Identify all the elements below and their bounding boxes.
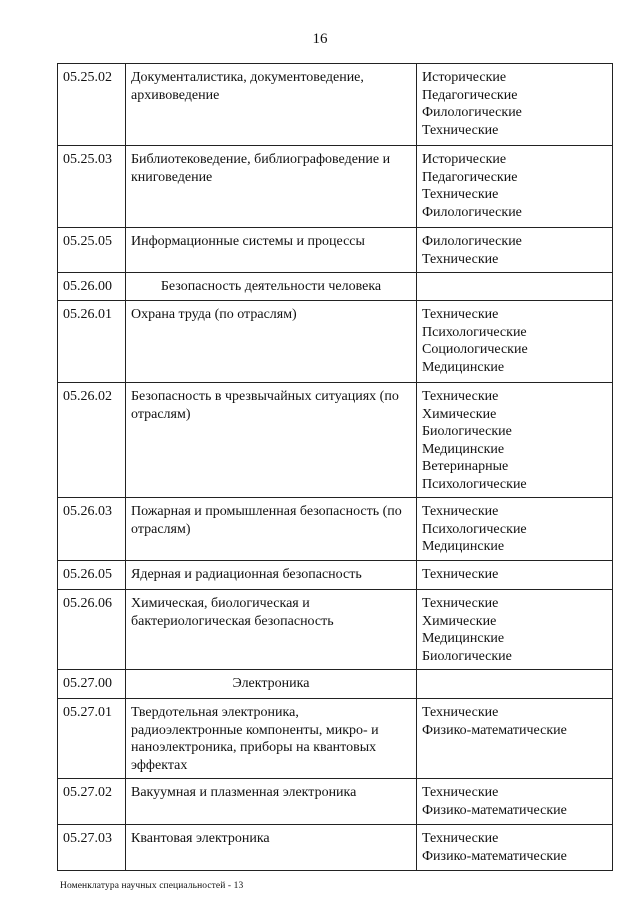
page-number: 16 (312, 31, 328, 47)
science-fields (417, 561, 613, 590)
science-field: Педагогические (422, 169, 518, 185)
science-field: Химические (422, 406, 497, 422)
science-field: Филологические (422, 234, 522, 249)
science-field: Социологические (422, 342, 528, 357)
science-field: Медицинские (422, 631, 505, 646)
science-fields (417, 699, 613, 779)
science-field: Психологические (422, 324, 527, 340)
science-field: Биологические (422, 648, 512, 664)
science-fields (417, 64, 613, 146)
specialty-name: Библиотековедение, библиографоведение и книговедение (126, 146, 417, 228)
science-field: Медицинские (422, 441, 505, 457)
science-field: Технические (422, 831, 499, 846)
science-field: Технические (422, 567, 499, 582)
science-field: Физико-математические (422, 722, 567, 738)
specialty-name: Ядерная и радиационная безопасность (126, 561, 417, 590)
science-field: Филологические (422, 105, 522, 120)
science-field: Психологические (422, 476, 527, 492)
science-field: Медицинские (422, 539, 505, 554)
science-field: Исторические (422, 152, 507, 167)
footer-text: Номенклатура научных специальностей - 13 (60, 881, 244, 891)
science-field: Технические (422, 122, 499, 138)
science-fields (417, 825, 613, 871)
specialty-code: 05.26.02 (58, 383, 126, 498)
table-row (58, 699, 613, 779)
science-fields (417, 273, 613, 301)
specialty-code: 05.26.06 (58, 590, 126, 670)
science-field: Технические (422, 705, 499, 720)
science-field: Физико-математические (422, 802, 567, 818)
science-field: Технические (422, 307, 499, 322)
science-field: Физико-математические (422, 848, 567, 864)
table-row (58, 590, 613, 670)
specialty-name: Квантовая электроника (126, 825, 417, 871)
specialty-code: 05.26.05 (58, 561, 126, 590)
specialty-name: Вакуумная и плазменная электроника (126, 779, 417, 825)
science-fields (417, 146, 613, 228)
specialties-table (57, 63, 613, 871)
specialties-table-body (58, 64, 613, 871)
science-fields (417, 301, 613, 383)
table-row (58, 561, 613, 590)
specialty-code: 05.25.03 (58, 146, 126, 228)
science-fields (417, 590, 613, 670)
science-field: Технические (422, 504, 499, 519)
specialty-name: Охрана труда (по отраслям) (126, 301, 417, 383)
specialty-code: 05.26.00 (58, 273, 126, 301)
science-field: Технические (422, 187, 499, 202)
science-fields (417, 498, 613, 561)
science-field: Психологические (422, 521, 527, 537)
specialty-name: Химическая, биологическая и бактериологическая безопасность (126, 590, 417, 670)
table-row (58, 383, 613, 498)
science-field: Технические (422, 596, 499, 611)
specialty-name: Документалистика, документоведение, архивоведение (126, 64, 417, 146)
section-row (58, 670, 613, 699)
table-row (58, 64, 613, 146)
science-fields (417, 670, 613, 699)
section-row (58, 273, 613, 301)
specialty-code: 05.26.03 (58, 498, 126, 561)
specialty-name: Информационные системы и процессы (126, 228, 417, 273)
table-row (58, 825, 613, 871)
specialty-name: Безопасность в чрезвычайных ситуациях (по отраслям) (126, 383, 417, 498)
science-field: Педагогические (422, 87, 518, 103)
section-title: Электроника (126, 670, 417, 699)
science-fields (417, 779, 613, 825)
science-field: Медицинские (422, 359, 505, 375)
table-row (58, 228, 613, 273)
specialty-code: 05.25.05 (58, 228, 126, 273)
table-row (58, 779, 613, 825)
specialty-code: 05.27.01 (58, 699, 126, 779)
specialty-code: 05.25.02 (58, 64, 126, 146)
science-field: Технические (422, 251, 499, 267)
science-fields (417, 383, 613, 498)
science-field: Биологические (422, 424, 512, 439)
table-row (58, 146, 613, 228)
specialty-code: 05.27.00 (58, 670, 126, 699)
specialty-name: Пожарная и промышленная безопасность (по отраслям) (126, 498, 417, 561)
science-fields (417, 228, 613, 273)
science-field: Химические (422, 613, 497, 629)
table-row (58, 301, 613, 383)
specialty-name: Твердотельная электроника, радиоэлектронные компоненты, микро- и наноэлектроника, приборы на квантовых эффектах (126, 699, 417, 779)
table-row (58, 498, 613, 561)
science-field: Технические (422, 389, 499, 404)
specialty-code: 05.26.01 (58, 301, 126, 383)
specialty-code: 05.27.02 (58, 779, 126, 825)
science-field: Ветеринарные (422, 459, 509, 474)
science-field: Технические (422, 785, 499, 800)
specialty-code: 05.27.03 (58, 825, 126, 871)
science-field: Исторические (422, 70, 507, 85)
section-title: Безопасность деятельности человека (126, 273, 417, 301)
science-field: Филологические (422, 204, 522, 220)
